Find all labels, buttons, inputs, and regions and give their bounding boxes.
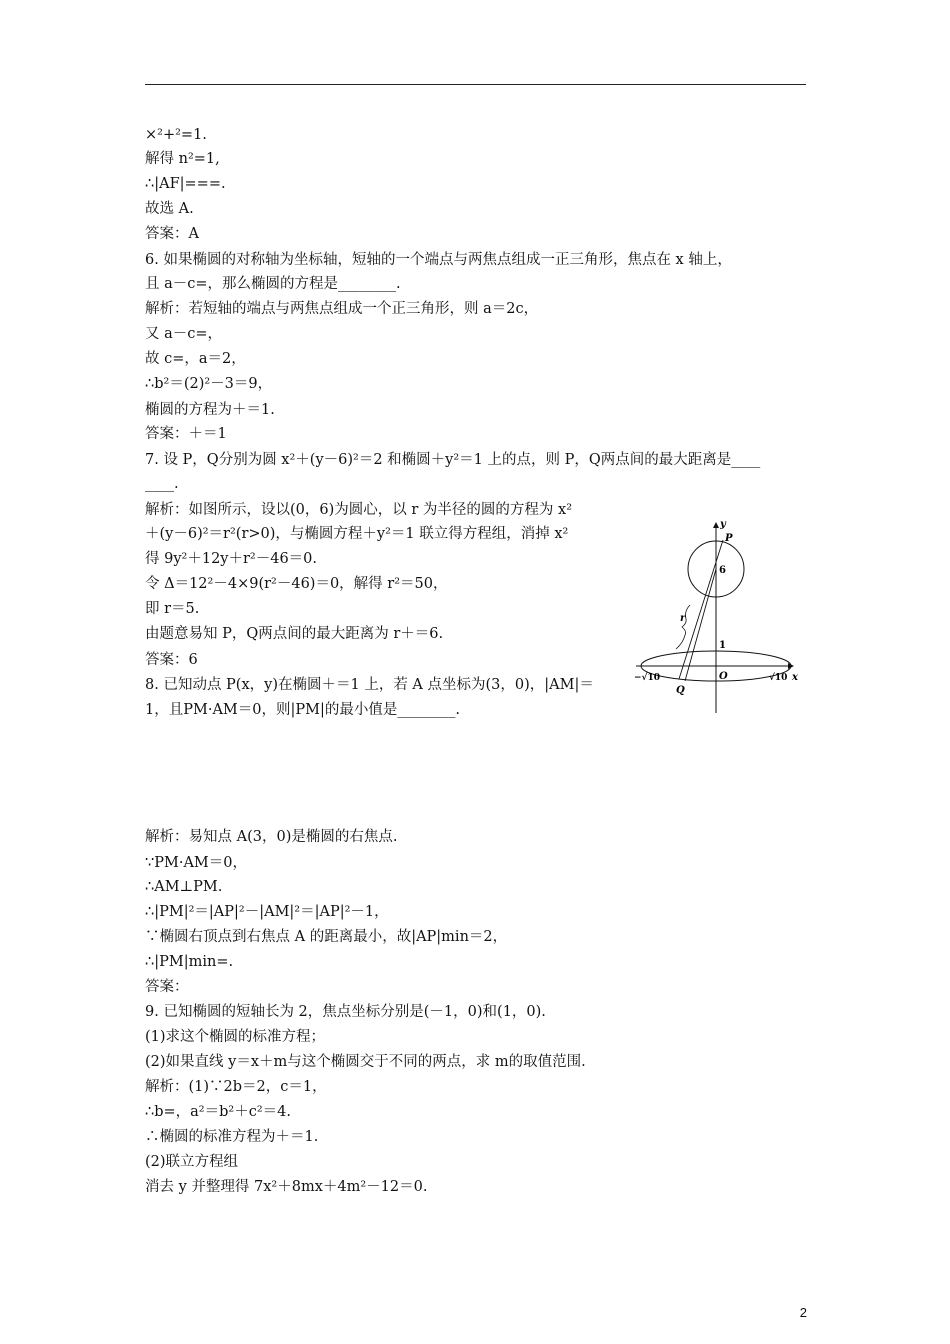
label-1: 1	[719, 640, 726, 651]
label-y: y	[720, 519, 726, 530]
label-x: x	[792, 672, 798, 683]
text-line: 答案：＋＝1	[145, 426, 227, 442]
text-line: 答案：A	[145, 226, 199, 242]
text-line: 解析：(1)∵2b＝2，c＝1，	[145, 1079, 327, 1095]
text-line: ∴b=，a²＝b²＋c²＝4.	[145, 1104, 291, 1120]
text-line: 6. 如果椭圆的对称轴为坐标轴，短轴的一个端点与两焦点组成一正三角形，焦点在 x 轴上，	[145, 252, 732, 268]
text-line: 解析：若短轴的端点与两焦点组成一个正三角形，则 a＝2c，	[145, 301, 539, 317]
text-line: ∴|AF|===.	[145, 176, 226, 192]
text-line: (2)联立方程组	[145, 1154, 239, 1170]
text-line: (2)如果直线 y＝x＋m与这个椭圆交于不同的两点，求 m的取值范围.	[145, 1054, 586, 1070]
text-line: 故选 A.	[145, 201, 194, 217]
text-line: 1，且PM·AM＝0，则|PM|的最小值是________.	[145, 702, 460, 718]
text-line: 解得 n²=1,	[145, 151, 220, 167]
text-line: 8. 已知动点 P(x，y)在椭圆＋＝1 上，若 A 点坐标为(3，0)，|AM|＝	[145, 677, 594, 693]
text-line: ＋(y－6)²＝r²(r>0)，与椭圆方程＋y²＝1 联立得方程组，消掉 x²	[145, 526, 569, 542]
page-number: 2	[799, 1305, 807, 1320]
text-line: ∴椭圆的标准方程为＋＝1.	[145, 1129, 319, 1145]
text-line: 解析：如图所示，设以(0，6)为圆心，以 r 为半径的圆的方程为 x²	[145, 502, 573, 518]
text-line: 解析：易知点 A(3，0)是椭圆的右焦点.	[145, 829, 398, 845]
text-line: 又 a－c=，	[145, 326, 223, 342]
text-line: ∵PM·AM＝0，	[145, 855, 247, 871]
text-line: ×²+²=1.	[145, 127, 207, 143]
text-line: 令 Δ＝12²－4×9(r²－46)＝0，解得 r²＝50，	[145, 576, 448, 592]
text-line: 故 c=，a＝2，	[145, 351, 246, 367]
label-neg-sqrt10: −√10	[634, 673, 660, 683]
text-line: ∴b²＝(2)²－3＝9，	[145, 376, 273, 392]
text-line: 答案：6	[145, 652, 198, 668]
text-line: 7. 设 P，Q分别为圆 x²＋(y－6)²＝2 和椭圆＋y²＝1 上的点，则 P，Q两点间的最大距离是____	[145, 452, 761, 468]
text-line: 9. 已知椭圆的短轴长为 2，焦点坐标分别是(－1，0)和(1，0).	[145, 1004, 546, 1020]
text-line: 由题意易知 P，Q两点间的最大距离为 r＋＝6.	[145, 626, 444, 642]
text-line: ∴AM⊥PM.	[145, 879, 223, 895]
text-line: 答案：	[145, 979, 189, 995]
text-line: ____.	[145, 476, 179, 492]
label-p: P	[725, 533, 733, 544]
text-line: ∴|PM|²＝|AP|²－|AM|²＝|AP|²－1，	[145, 904, 389, 920]
text-line: ∵椭圆右顶点到右焦点 A 的距离最小，故|AP|min＝2，	[145, 929, 508, 945]
label-q: Q	[676, 685, 685, 696]
label-6: 6	[719, 565, 726, 576]
text-line: 椭圆的方程为＋＝1.	[145, 402, 275, 418]
label-o: O	[719, 671, 728, 682]
segment-q-center	[685, 569, 716, 681]
header-rule	[145, 84, 806, 85]
label-sqrt10: √10	[769, 673, 788, 683]
text-line: (1)求这个椭圆的标准方程；	[145, 1029, 326, 1045]
text-line: 即 r＝5.	[145, 601, 200, 617]
r-brace	[676, 605, 690, 649]
text-line: 得 9y²＋12y＋r²－46＝0.	[145, 551, 318, 567]
text-line: 消去 y 并整理得 7x²＋8mx＋4m²－12＝0.	[145, 1179, 428, 1195]
text-line: 且 a－c=，那么椭圆的方程是________.	[145, 276, 401, 292]
ellipse-circle-figure	[630, 515, 810, 720]
text-line: ∴|PM|min=.	[145, 954, 234, 970]
label-r: r	[680, 613, 686, 624]
